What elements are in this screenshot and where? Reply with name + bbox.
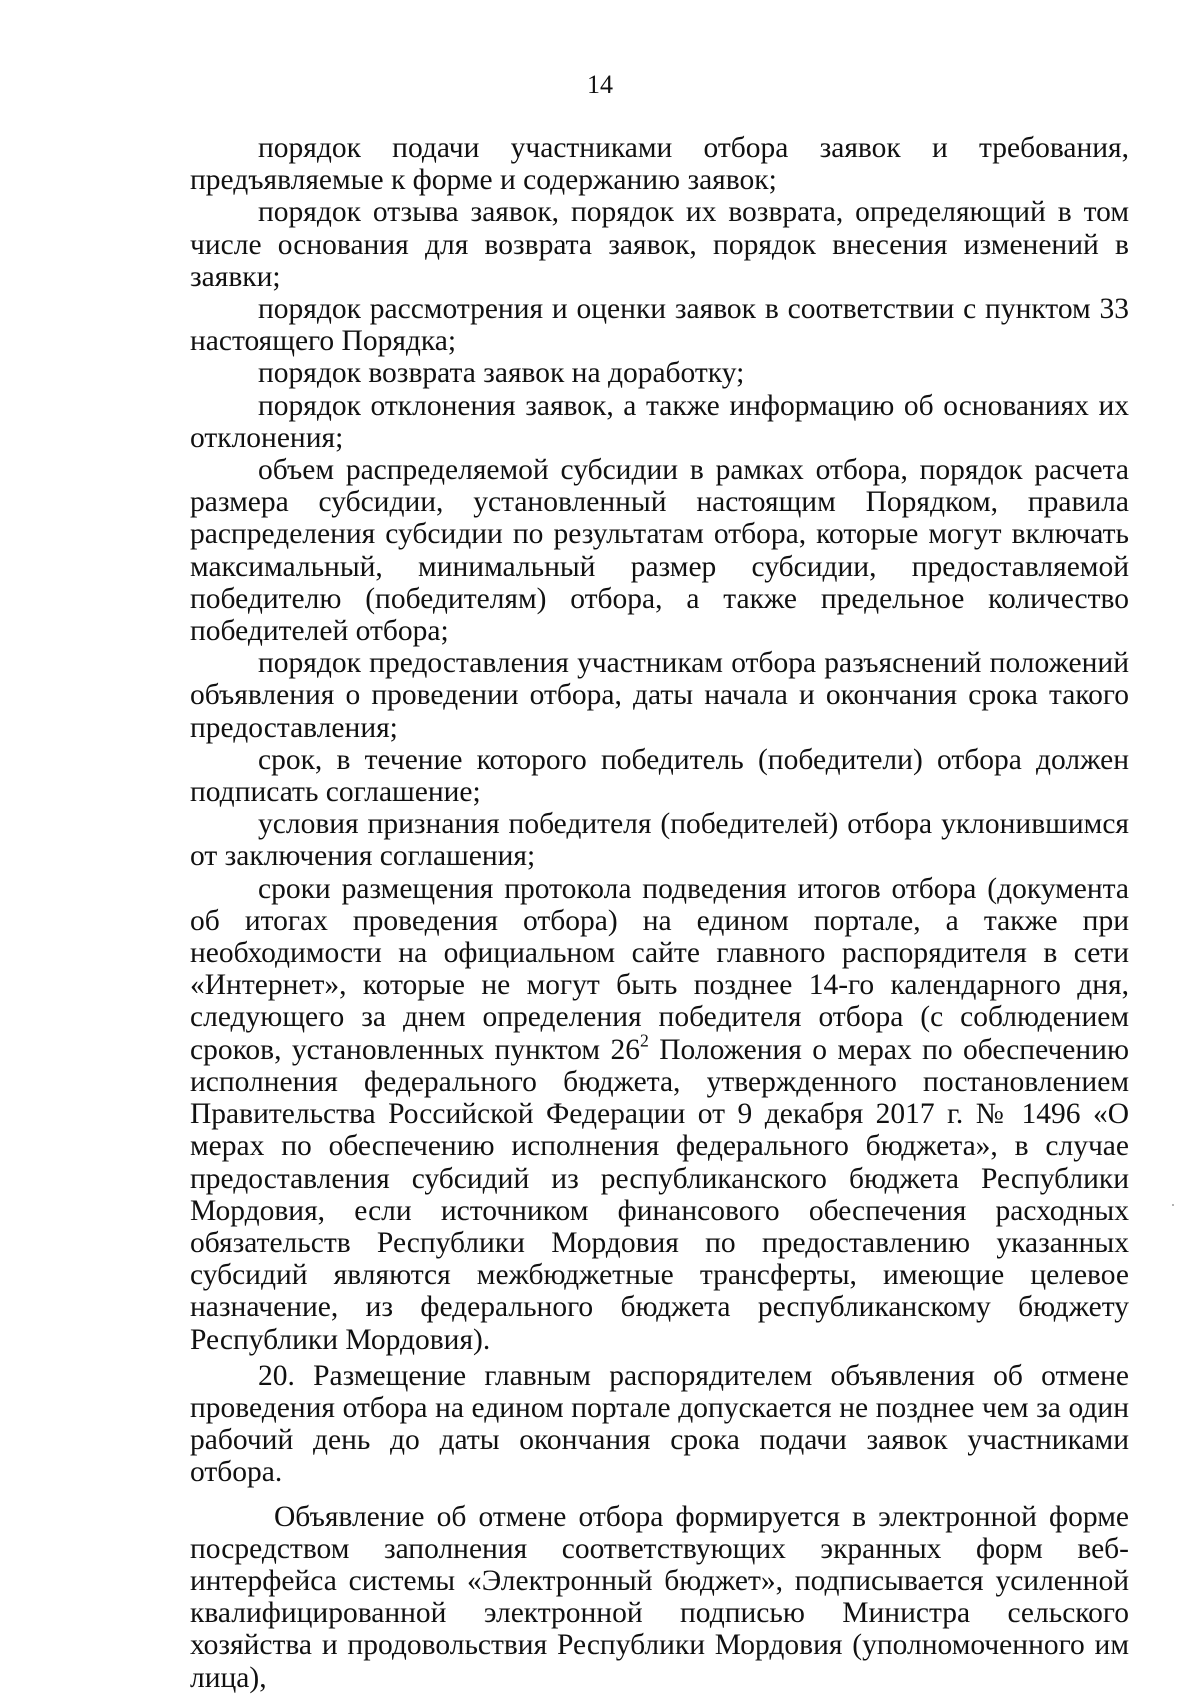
paragraph-clause-20: 20. Размещение главным распорядителем объявления об отмене проведения отбора на едином портале допускается не позднее чем за один рабочий день до даты окончания срока подачи заявок участниками отбора. [190,1359,1129,1489]
scan-speck [1172,1204,1174,1206]
paragraph-submission-procedure: порядок подачи участниками отбора заявок и требования, предъявляемые к форме и содержанию заявок; [190,132,1129,197]
paragraph-clarifications: порядок предоставления участникам отбора разъяснений положений объявления о проведении отбора, даты начала и окончания срока такого предоставления; [190,647,1129,744]
protocol-terms-text-end: Положения о мерах по обеспечению исполнения федерального бюджета, утвержденного постановлением Правительства Российской Федерации от 9 декабря 2017 г. № 1496 «О мерах по обеспечению исполнения федерального бюджета», в случае предоставления субсидий из республиканского бюджета Республики Мордовия, если источником финансового обеспечения расходных обязательств Республики Мордовия по предоставлению указанных субсидий являются межбюджетные трансферты, имеющие целевое назначение, из федерального бюджета республиканскому бюджету Республики Мордовия). [190,1033,1129,1356]
paragraph-protocol-terms [190,873,1129,1356]
paragraph-subsidy-volume: объем распределяемой субсидии в рамках отбора, порядок расчета размера субсидии, установленный настоящим Порядком, правила распределения субсидии по результатам отбора, которые могут включать максимальный, минимальный размер субсидии, предоставляемой победителю (победителям) отбора, а также предельное количество победителей отбора; [190,454,1129,648]
paragraph-agreement-term: срок, в течение которого победитель (победители) отбора должен подписать соглашение; [190,743,1129,809]
paragraph-cancellation-announcement: Объявление об отмене отбора формируется в электронной форме посредством заполнения соответствующих экранных форм веб-интерфейса системы «Электронный бюджет», подписывается усиленной квалифицированной электронной подписью Министра сельского хозяйства и продовольствия Республики Мордовия (уполномоченного им лица), [190,1500,1129,1694]
page-number: 14 [587,70,613,99]
paragraph-evasion-conditions: условия признания победителя (победителей) отбора уклонившимся от заключения соглашения; [190,808,1129,873]
protocol-terms-text-start: сроки размещения протокола подведения итогов отбора (документа об итогах проведения отбора) на едином портале, а также при необходимости на официальном сайте главного распорядителя в сети «Интернет», которые не могут быть позднее 14-го календарного дня, следующего за днем определения победителя отбора (с соблюдением сроков, установленных пунктом 26 [190,872,1129,1066]
paragraph-withdrawal-procedure: порядок отзыва заявок, порядок их возврата, определяющий в том числе основания для возврата заявок, порядок внесения изменений в заявки; [190,196,1129,293]
clause-superscript: 2 [639,1030,649,1051]
paragraph-return-procedure: порядок возврата заявок на доработку; [258,357,745,390]
paragraph-rejection-procedure: порядок отклонения заявок, а также информацию об основаниях их отклонения; [190,389,1129,454]
document-body [190,132,1129,1694]
paragraph-review-procedure: порядок рассмотрения и оценки заявок в соответствии с пунктом 33 настоящего Порядка; [190,293,1129,358]
